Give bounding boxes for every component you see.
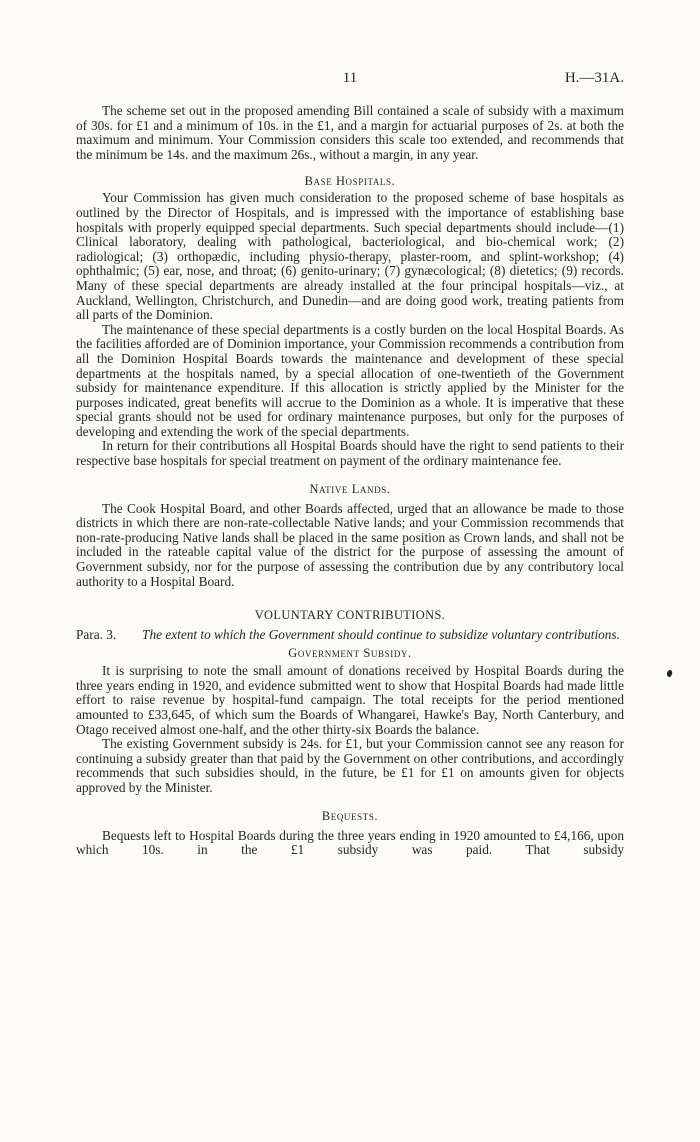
base-hospitals-paragraph: Your Commission has given much consideration to the proposed scheme of base hospitals as outlined by the Director of Hospitals, and is impressed with the importance of establishing base hospitals with properly equipped special departments. Such special departments should include—(1) Clinical laboratory, dealing with pathological, bacteriological, and bio-chemical work; (2) radiological; (3) orthopædic, including physio-therapy, plaster-room, and splint-workshop; (4) ophthalmic; (5) ear, nose, and throat; (6) genito-urinary; (7) gynæcological; (8) dietetics; (9) records. Many of these special departments are already installed at the four principal hospitals—viz., at Auckland, Wellington, Christchurch, and Dunedin—and are doing good work, treating patients from all parts of the Dominion. [76,190,624,323]
native-lands-heading: Native Lands. [309,481,391,496]
base-hospitals-paragraph: In return for their contributions all Hospital Boards should have the right to send patients to their respective base hospitals for special treatment on payment of the ordinary maintenance fee. [76,438,624,469]
bequests-heading: Bequests. [321,808,379,823]
para-text: The extent to which the Government should continue to subsidize voluntary contributions. [142,627,620,643]
ink-mark [666,669,673,677]
page-header [76,70,624,96]
government-subsidy-paragraph: The existing Government subsidy is 24s. for £1, but your Commission cannot see any reason for continuing a subsidy greater than that paid by the Government on other contributions, and accordingly recommends that such subsidies should, in the future, be £1 for £1 on amounts given for objects approved by the Minister. [76,736,624,795]
base-hospitals-heading: Base Hospitals. [304,174,396,189]
document-page [76,70,624,858]
voluntary-contributions-heading: VOLUNTARY CONTRIBUTIONS. [254,608,446,623]
intro-paragraph: The scheme set out in the proposed amending Bill contained a scale of subsidy with a maximum of 30s. for £1 and a minimum of 10s. in the £1, and a margin for actuarial purposes of 2s. at both the maximum and minimum. Your Commission considers this scale too extended, and recommends that the minimum be 14s. and the maximum 26s., without a margin, in any year. [76,103,624,162]
base-hospitals-paragraph: The maintenance of these special departments is a costly burden on the local Hospital Boards. As the facilities afforded are of Dominion importance, your Commission recommends a contribution from all the Dominion Hospital Boards towards the maintenance and development of these special departments at the hospitals named, by a special allocation of one-twentieth of the Government subsidy for maintenance expenditure. If this allocation is strictly applied by the Minister for the purposes indicated, great benefits will accrue to the Dominion as a whole. It is imperative that these special grants should not be used for ordinary maintenance purposes, but only for the purposes of developing and extending the work of the special departments. [76,321,624,439]
bequests-paragraph: Bequests left to Hospital Boards during the three years ending in 1920 amounted to £4,166, upon which 10s. in the £1 subsidy was paid. That subsidy [76,827,624,858]
native-lands-paragraph: The Cook Hospital Board, and other Boards affected, urged that an allowance be made to those districts in which there are non-rate-collectable Native lands; and your Commission recommends that non-rate-producing Native lands shall be placed in the same position as Crown lands, and shall not be included in the rateable capital value of the district for the purpose of assessing the amount of Government subsidy, nor for the purpose of assessing the contribution due by any contributory local authority to a Hospital Board. [76,500,624,589]
government-subsidy-heading: Government Subsidy. [288,646,412,661]
page-number: 11 [342,70,358,86]
terms-of-reference [76,627,624,642]
document-reference: H.—31A. [564,70,624,86]
government-subsidy-paragraph: It is surprising to note the small amount of donations received by Hospital Boards during the three years ending in 1920, and evidence submitted went to show that Hospital Boards had made little effort to raise revenue by hospital-fund campaign. The total receipts for the period mentioned amounted to £33,645, of which sum the Boards of Whangarei, Hawke's Bay, North Canterbury, and Otago received almost one-half, and the other thirty-six Boards the balance. [76,663,624,737]
para-label: Para. 3. [76,627,117,643]
